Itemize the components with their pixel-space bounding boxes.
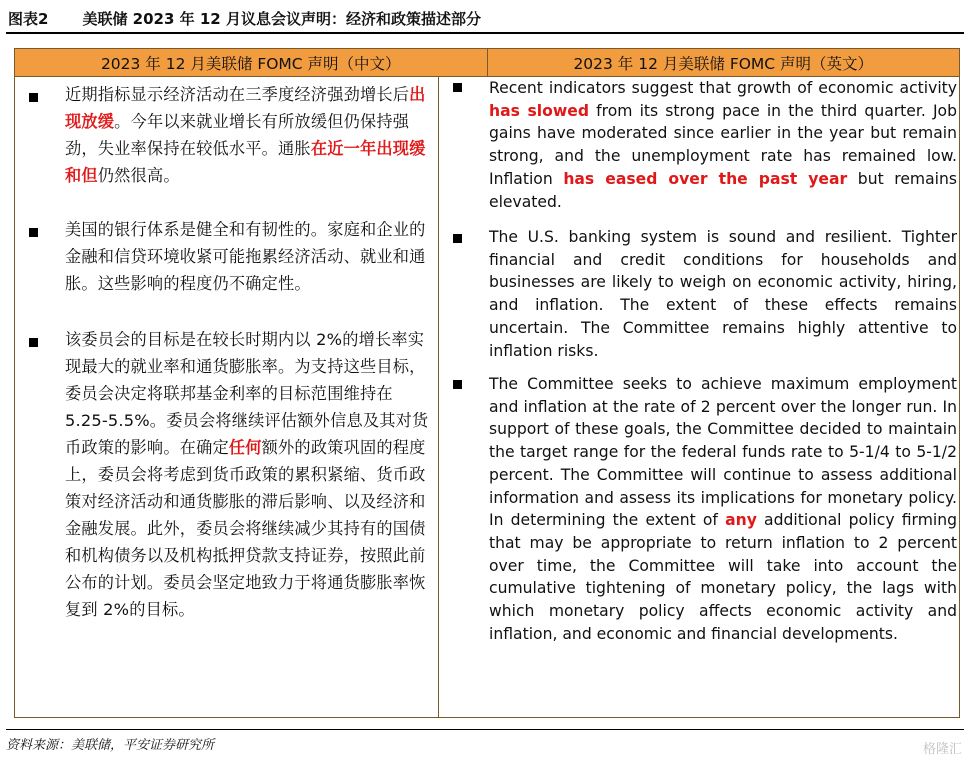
figure-title: 美联储 2023 年 12 月议息会议声明：经济和政策描述部分	[82, 9, 481, 28]
bullet-icon	[453, 83, 462, 92]
en-paragraph-2: The U.S. banking system is sound and resilient. Tighter financial and credit conditions for households and businesses are likely to weigh on economic activity, hiring, and inflation. The extent of these effects remains uncertain. The Committee remains highly attentive to inflation risks.	[489, 228, 957, 360]
header-english: 2023 年 12 月美联储 FOMC 声明（英文）	[573, 54, 874, 73]
bullet-icon	[29, 338, 38, 347]
en-paragraph-3: The Committee seeks to achieve maximum employment and inflation at the rate of 2 percent over the longer run. In support of these goals, the Committee decided to maintain the target range for the federal funds rate to 5-1/4 to 5-1/2 percent. The Committee will continue to assess additional information and assess its implications for monetary policy. In determining the extent of any additional policy firming that may be appropriate to return inflation to 2 percent over time, the Committee will take into account the cumulative tightening of monetary policy, the lags with which monetary policy affects economic activity and inflation, and economic and financial developments.	[489, 375, 958, 643]
table-header-row	[15, 49, 959, 77]
source-footer: 资料来源：美联储，平安证券研究所	[6, 729, 964, 753]
figure-label: 图表2	[8, 9, 49, 28]
statement-table	[14, 48, 960, 718]
bullet-icon	[29, 93, 38, 102]
bullet-icon	[453, 380, 462, 389]
zh-paragraph-3: 该委员会的目标是在较长时期内以 2%的增长率实现最大的就业率和通货膨胀率。为支持这些目标，委员会决定将联邦基金利率的目标范围维持在 5.25-5.5%。委员会将继续评估额外信息及其对货币政策的影响。在确定任何额外的政策巩固的程度上，委员会将考虑到货币政策的累积紧缩、货币政策对经济活动和通货膨胀的滞后影响、以及经济和金融发展。此外，委员会将继续减少其持有的国债和机构债务以及机构抵押贷款支持证券，按照此前公布的计划。委员会坚定地致力于将通货膨胀率恢复到 2%的目标。	[65, 330, 429, 619]
english-column	[439, 77, 959, 717]
bullet-icon	[29, 228, 38, 237]
en-paragraph-1: Recent indicators suggest that growth of economic activity has slowed from its strong pace in the third quarter. Job gains have moderated since earlier in the year but remain strong, and the unemployment rate has remained low. Inflation has eased over the past year but remains elevated.	[489, 79, 958, 211]
bullet-icon	[453, 234, 462, 243]
figure-header	[6, 4, 964, 34]
watermark-logo: 格隆汇	[922, 742, 962, 757]
header-chinese: 2023 年 12 月美联储 FOMC 声明（中文）	[15, 49, 488, 76]
chinese-column	[15, 77, 439, 717]
zh-paragraph-1: 近期指标显示经济活动在三季度经济强劲增长后出现放缓。今年以来就业增长有所放缓但仍保持强劲，失业率保持在较低水平。通胀在近一年出现缓和但仍然很高。	[65, 85, 426, 185]
zh-paragraph-2: 美国的银行体系是健全和有韧性的。家庭和企业的金融和信贷环境收紧可能拖累经济活动、就业和通胀。这些影响的程度仍不确定性。	[65, 220, 426, 293]
